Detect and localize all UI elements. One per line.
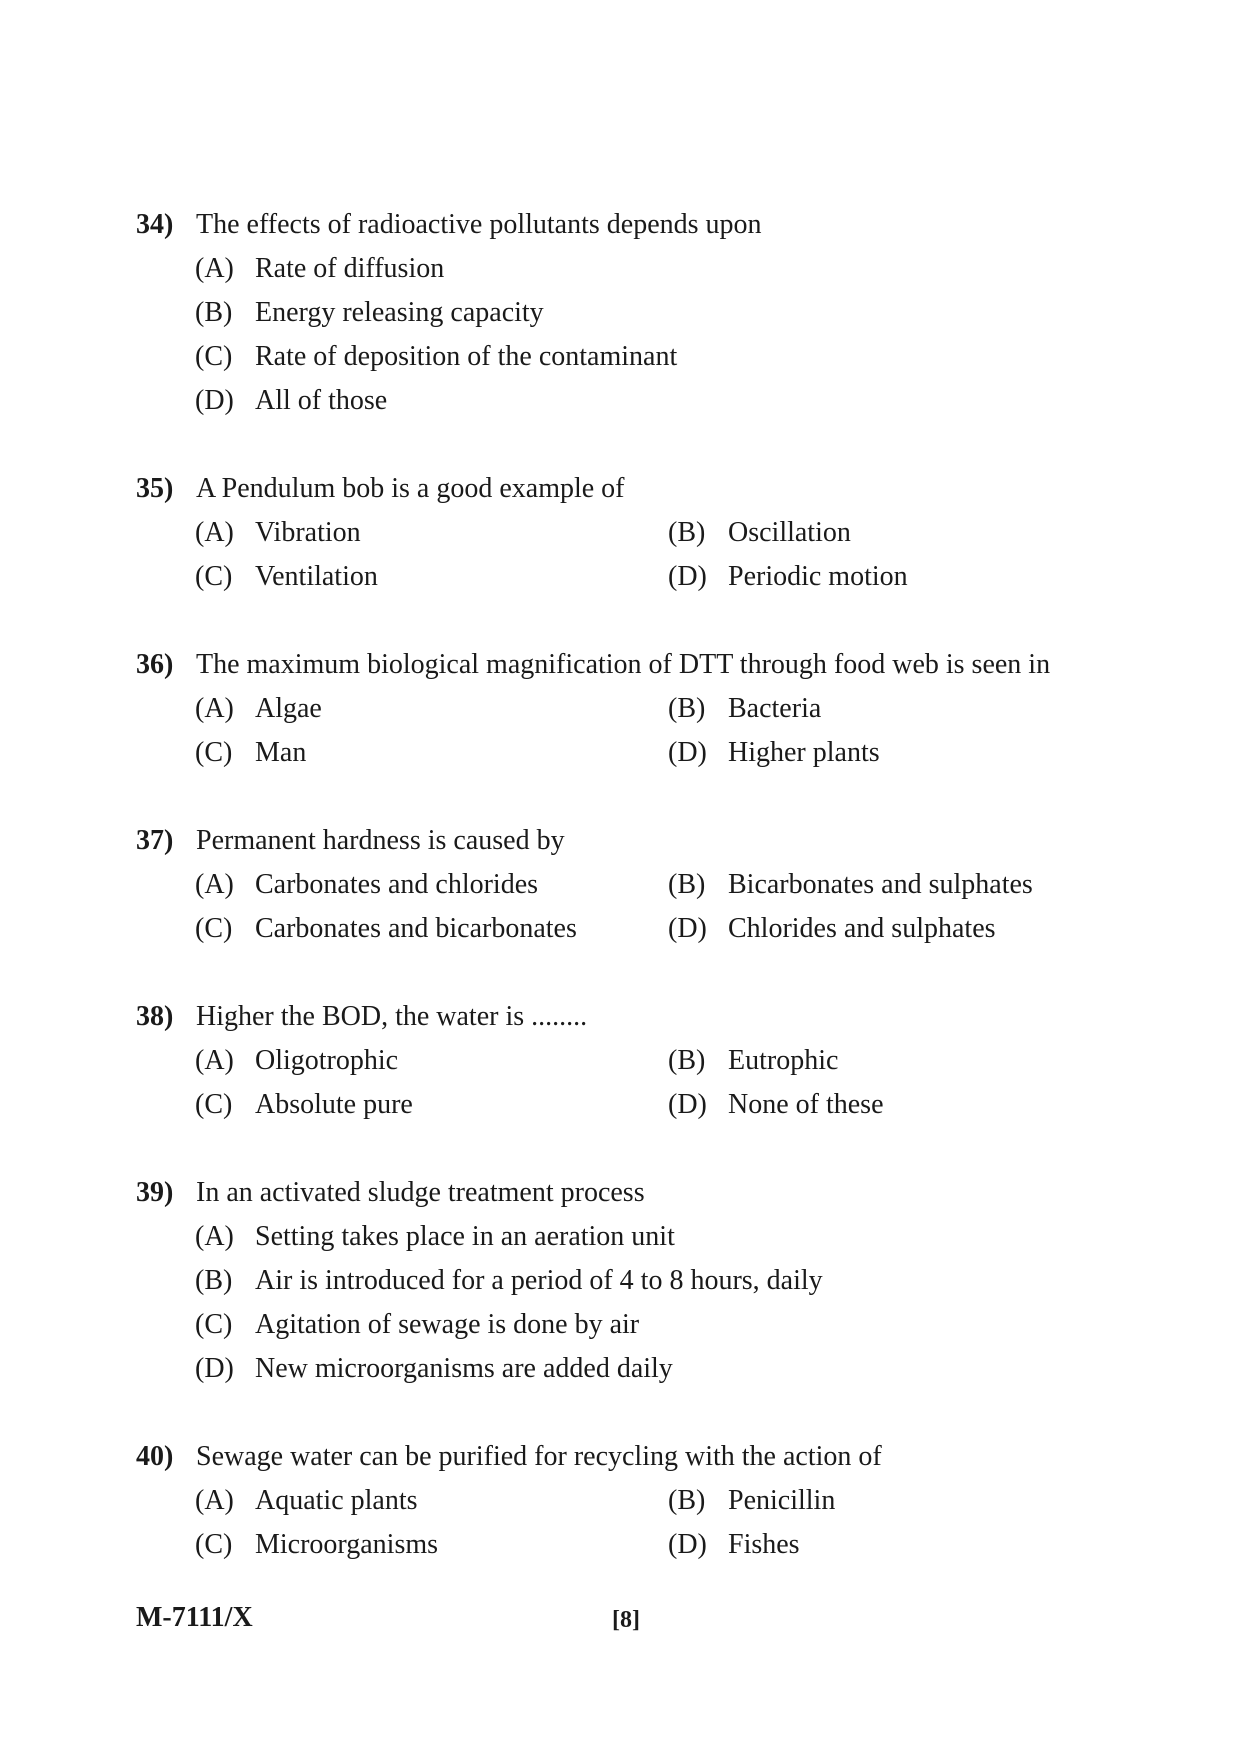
option-text: Higher plants [728,737,880,768]
option-text: New microorganisms are added daily [255,1353,673,1384]
option-letter: (A) [195,1485,234,1516]
option-letter: (A) [195,1045,234,1076]
option-d [668,1528,800,1562]
option-letter: (A) [195,1221,234,1252]
option-text: Carbonates and chlorides [255,869,539,900]
option-a [195,1044,398,1078]
question-text: The effects of radioactive pollutants depends upon [196,209,762,240]
question-number: 37) [136,825,174,856]
question-number: 40) [136,1441,174,1472]
question-number: 38) [136,1001,174,1032]
option-letter: (C) [195,913,233,944]
option-letter: (A) [195,253,234,284]
option-text: Man [255,737,307,768]
option-letter: (B) [668,517,706,548]
option-c [195,912,577,946]
question-text: Sewage water can be purified for recycling with the action of [196,1441,882,1472]
option-d [668,560,908,594]
option-b [668,516,851,550]
option-a [195,692,322,726]
option-d [668,736,880,770]
option-letter: (C) [195,561,233,592]
option-text: None of these [728,1089,884,1120]
option-letter: (D) [668,1529,707,1560]
option-b [668,868,1033,902]
option-letter: (D) [195,1353,234,1384]
option-b [668,1044,838,1078]
option-d [668,912,996,946]
option-a [195,516,361,550]
question-stem [136,1440,882,1474]
question-stem [136,1000,587,1034]
option-letter: (D) [668,1089,707,1120]
option-letter: (D) [668,737,707,768]
option-letter: (B) [668,1045,706,1076]
question-stem [136,1176,645,1210]
option-letter: (B) [668,1485,706,1516]
option-text: Penicillin [728,1485,836,1516]
option-d [195,1352,673,1386]
option-c [195,560,378,594]
option-letter: (B) [195,297,233,328]
option-d [668,1088,884,1122]
option-text: Setting takes place in an aeration unit [255,1221,675,1252]
paper-code: M-7111/X [136,1602,253,1633]
option-b [668,692,821,726]
option-text: Oscillation [728,517,851,548]
option-text: Rate of diffusion [255,253,445,284]
option-text: Bacteria [728,693,822,724]
question-number: 39) [136,1177,174,1208]
question-number: 35) [136,473,174,504]
option-c [195,736,306,770]
option-letter: (C) [195,1529,233,1560]
option-text: Bicarbonates and sulphates [728,869,1033,900]
option-text: Aquatic plants [255,1485,418,1516]
option-b [668,1484,835,1518]
option-a [195,868,538,902]
option-text: Eutrophic [728,1045,839,1076]
question-text: In an activated sludge treatment process [196,1177,645,1208]
option-text: Energy releasing capacity [255,297,544,328]
option-letter: (A) [195,693,234,724]
option-text: Periodic motion [728,561,908,592]
option-text: Oligotrophic [255,1045,399,1076]
question-number: 36) [136,649,174,680]
option-letter: (C) [195,341,233,372]
option-letter: (D) [668,913,707,944]
option-letter: (A) [195,517,234,548]
option-letter: (B) [668,693,706,724]
option-letter: (A) [195,869,234,900]
question-stem [136,208,762,242]
option-text: Fishes [728,1529,800,1560]
page-number: [8] [612,1607,640,1633]
option-a [195,252,444,286]
question-text: Permanent hardness is caused by [196,825,565,856]
option-a [195,1220,675,1254]
option-letter: (D) [195,385,234,416]
option-text: Ventilation [255,561,378,592]
option-a [195,1484,418,1518]
option-c [195,1308,639,1342]
question-text: Higher the BOD, the water is ........ [196,1001,588,1032]
question-stem [136,648,1050,682]
option-c [195,1088,413,1122]
question-stem [136,472,625,506]
option-text: Absolute pure [255,1089,413,1120]
option-letter: (C) [195,737,233,768]
option-letter: (C) [195,1089,233,1120]
option-text: All of those [255,385,388,416]
option-text: Rate of deposition of the contaminant [255,341,678,372]
option-text: Algae [255,693,322,724]
question-text: A Pendulum bob is a good example of [196,473,625,504]
option-b [195,1264,823,1298]
option-b [195,296,544,330]
option-text: Air is introduced for a period of 4 to 8 hours, daily [255,1265,823,1296]
option-text: Chlorides and sulphates [728,913,996,944]
option-text: Vibration [255,517,361,548]
option-letter: (D) [668,561,707,592]
question-number: 34) [136,209,174,240]
option-letter: (B) [668,869,706,900]
option-letter: (B) [195,1265,233,1296]
option-c [195,340,677,374]
option-text: Microorganisms [255,1529,439,1560]
option-c [195,1528,438,1562]
option-d [195,384,387,418]
option-text: Carbonates and bicarbonates [255,913,577,944]
question-stem [136,824,565,858]
option-letter: (C) [195,1309,233,1340]
option-text: Agitation of sewage is done by air [255,1309,640,1340]
question-text: The maximum biological magnification of DTT through food web is seen in [196,649,1051,680]
